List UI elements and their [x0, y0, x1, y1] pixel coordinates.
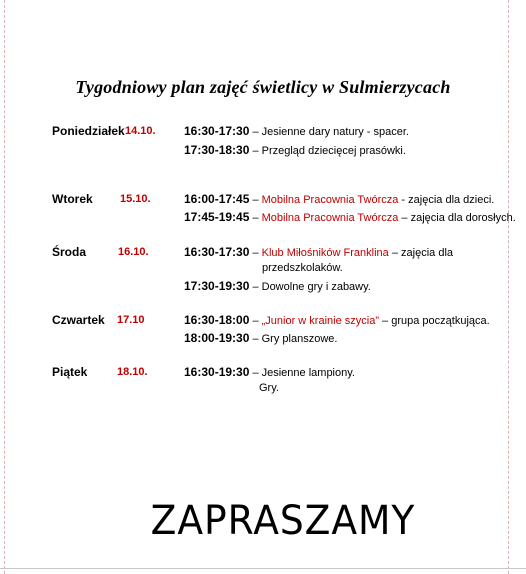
schedule-entry — [184, 279, 371, 293]
entry-description: Jesienne lampiony. — [261, 367, 355, 379]
entry-dash: – — [249, 367, 262, 379]
entry-description: – grupa początkująca. — [379, 315, 490, 327]
entry-time: 17:30-18:30 — [184, 143, 250, 157]
day-wednesday-date: 16.10. — [118, 246, 149, 258]
entry-description: Gry planszowe. — [261, 333, 338, 345]
entry-description: – zajęcia dla — [388, 247, 454, 259]
day-tuesday-date: 15.10. — [120, 193, 151, 205]
entry-time: 16:30-17:30 — [184, 124, 250, 138]
entry-time: 16:30-19:30 — [184, 365, 250, 379]
entry-description: – zajęcia dla dorosłych. — [398, 212, 516, 224]
entry-time: 16:00-17:45 — [184, 192, 250, 206]
entry-description: Dowolne gry i zabawy. — [261, 281, 371, 293]
entry-dash: – — [249, 281, 262, 293]
entry-time: 16:30-18:00 — [184, 313, 250, 327]
day-monday-date: 14.10. — [125, 125, 156, 137]
entry-continuation: przedszkolaków. — [262, 262, 343, 274]
day-wednesday-label: Środa — [52, 245, 87, 259]
day-monday-label: Poniedziałek — [52, 124, 125, 138]
entry-dash: – — [249, 194, 262, 206]
entry-dash: – — [249, 212, 262, 224]
entry-time: 17:45-19:45 — [184, 210, 250, 224]
entry-description: - zajęcia dla dzieci. — [398, 194, 495, 206]
day-thursday-label: Czwartek — [52, 313, 105, 327]
page-title: Tygodniowy plan zajęć świetlicy w Sulmierzycach — [75, 77, 451, 97]
entry-dash: – — [249, 333, 262, 345]
schedule-entry — [184, 143, 406, 157]
entry-highlight: Mobilna Pracownia Twórcza — [261, 212, 399, 224]
entry-highlight: Mobilna Pracownia Twórcza — [261, 194, 399, 206]
entry-dash: – — [249, 126, 262, 138]
entry-highlight: „Junior w krainie szycia” — [261, 315, 379, 327]
entry-time: 16:30-17:30 — [184, 245, 250, 259]
schedule-entry — [184, 331, 337, 345]
entry-time: 18:00-19:30 — [184, 331, 250, 345]
entry-dash: – — [249, 247, 262, 259]
day-thursday-date: 17.10 — [117, 314, 145, 326]
entry-dash: – — [249, 315, 262, 327]
invitation-text: ZAPRASZAMY — [150, 498, 416, 544]
schedule-entry — [184, 245, 453, 259]
schedule-entry — [184, 192, 494, 206]
entry-description: Przegląd dziecięcej prasówki. — [261, 145, 406, 157]
day-tuesday-label: Wtorek — [52, 192, 93, 206]
entry-description: Jesienne dary natury - spacer. — [261, 126, 409, 138]
schedule-entry — [184, 124, 409, 138]
entry-time: 17:30-19:30 — [184, 279, 250, 293]
entry-highlight: Klub Miłośników Franklina — [261, 247, 389, 259]
entry-continuation: Gry. — [259, 382, 279, 394]
day-friday-label: Piątek — [52, 365, 88, 379]
entry-dash: – — [249, 145, 262, 157]
schedule-entry — [184, 313, 490, 327]
schedule-entry — [184, 365, 355, 379]
day-friday-date: 18.10. — [117, 366, 148, 378]
schedule-entry — [184, 210, 516, 224]
